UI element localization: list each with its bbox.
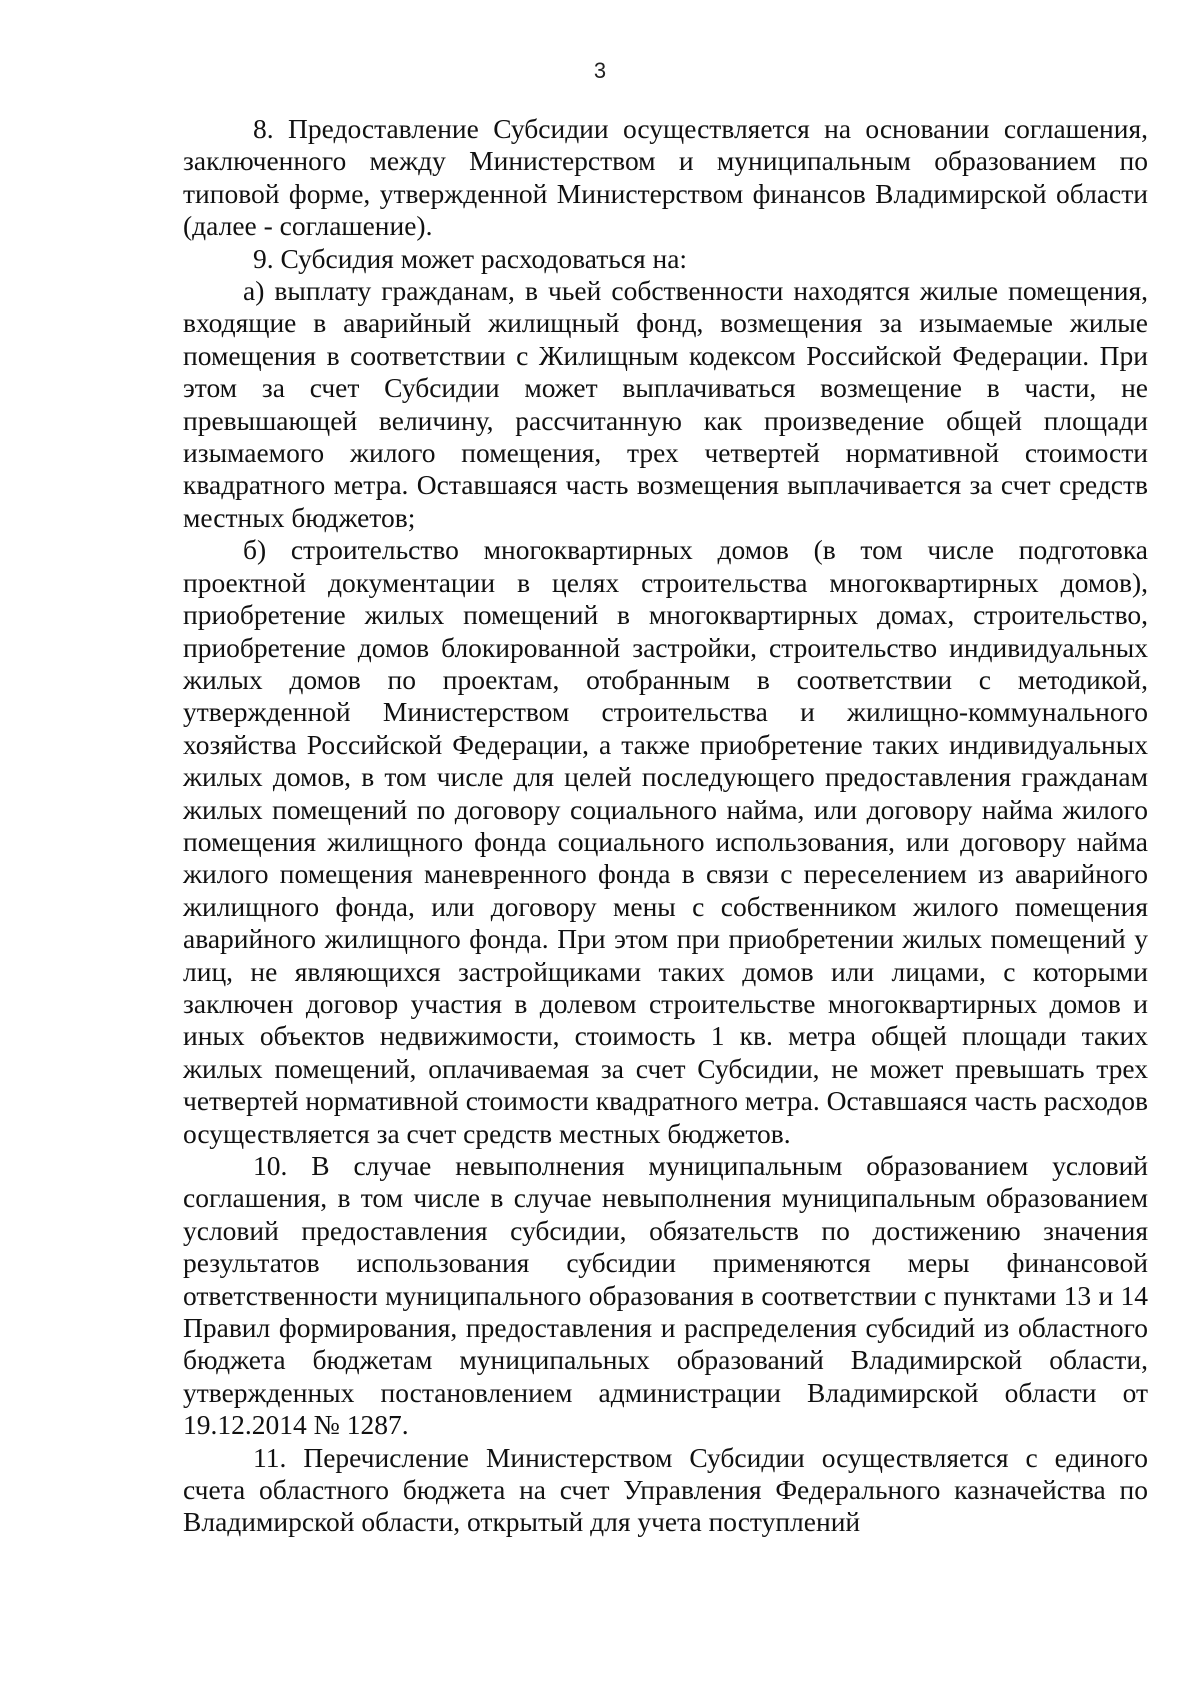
document-body [183, 113, 1148, 1539]
paragraph-11: 11. Перечисление Министерством Субсидии осуществляется с единого счета областного бюджета на счет Управления Федерального казначейства по Владимирской области, открытый для учета поступлений [183, 1441, 1148, 1538]
page-number: 3 [593, 58, 607, 83]
paragraph-8: 8. Предоставление Субсидии осуществляется на основании соглашения, заключенного между Министерством и муниципальным образованием по типовой форме, утвержденной Министерством финансов Владимирской области (далее - соглашение). [183, 113, 1148, 242]
paragraph-10: 10. В случае невыполнения муниципальным образованием условий соглашения, в том числе в случае невыполнения муниципальным образованием условий предоставления субсидии, обязательств по достижению значения результатов использования субсидии применяются меры финансовой ответственности муниципального образования в соответствии с пунктами 13 и 14 Правил формирования, предоставления и распределения субсидий из областного бюджета бюджетам муниципальных образований Владимирской области, утвержденных постановлением администрации Владимирской области от 19.12.2014 № 1287. [183, 1150, 1148, 1441]
paragraph-9b: б) строительство многоквартирных домов (в том числе подготовка проектной документации в целях строительства многоквартирных домов), приобретение жилых помещений в многоквартирных домах, строительство, приобретение домов блокированной застройки, строительство индивидуальных жилых домов по проектам, отобранным в соответствии с методикой, утвержденной Министерством строительства и жилищно-коммунального хозяйства Российской Федерации, а также приобретение таких индивидуальных жилых домов, в том числе для целей последующего предоставления гражданам жилых помещений по договору социального найма, или договору найма жилого помещения жилищного фонда социального использования, или договору найма жилого помещения маневренного фонда в связи с переселением из аварийного жилищного фонда, или договору мены с собственником жилого помещения аварийного жилищного фонда. При этом при приобретении жилых помещений у лиц, не являющихся застройщиками таких домов или лицами, с которыми заключен договор участия в долевом строительстве многоквартирных домов и иных объектов недвижимости, стоимость 1 кв. метра общей площади таких жилых помещений, оплачиваемая за счет Субсидии, не может превышать трех четвертей нормативной стоимости квадратного метра. Оставшаяся часть расходов осуществляется за счет средств местных бюджетов. [183, 534, 1148, 1149]
paragraph-9a: а) выплату гражданам, в чьей собственности находятся жилые помещения, входящие в аварийный жилищный фонд, возмещения за изымаемые жилые помещения в соответствии с Жилищным кодексом Российской Федерации. При этом за счет Субсидии может выплачиваться возмещение в части, не превышающей величину, рассчитанную как произведение общей площади изымаемого жилого помещения, трех четвертей нормативной стоимости квадратного метра. Оставшаяся часть возмещения выплачивается за счет средств местных бюджетов; [183, 275, 1148, 533]
paragraph-9: 9. Субсидия может расходоваться на: [253, 242, 688, 274]
